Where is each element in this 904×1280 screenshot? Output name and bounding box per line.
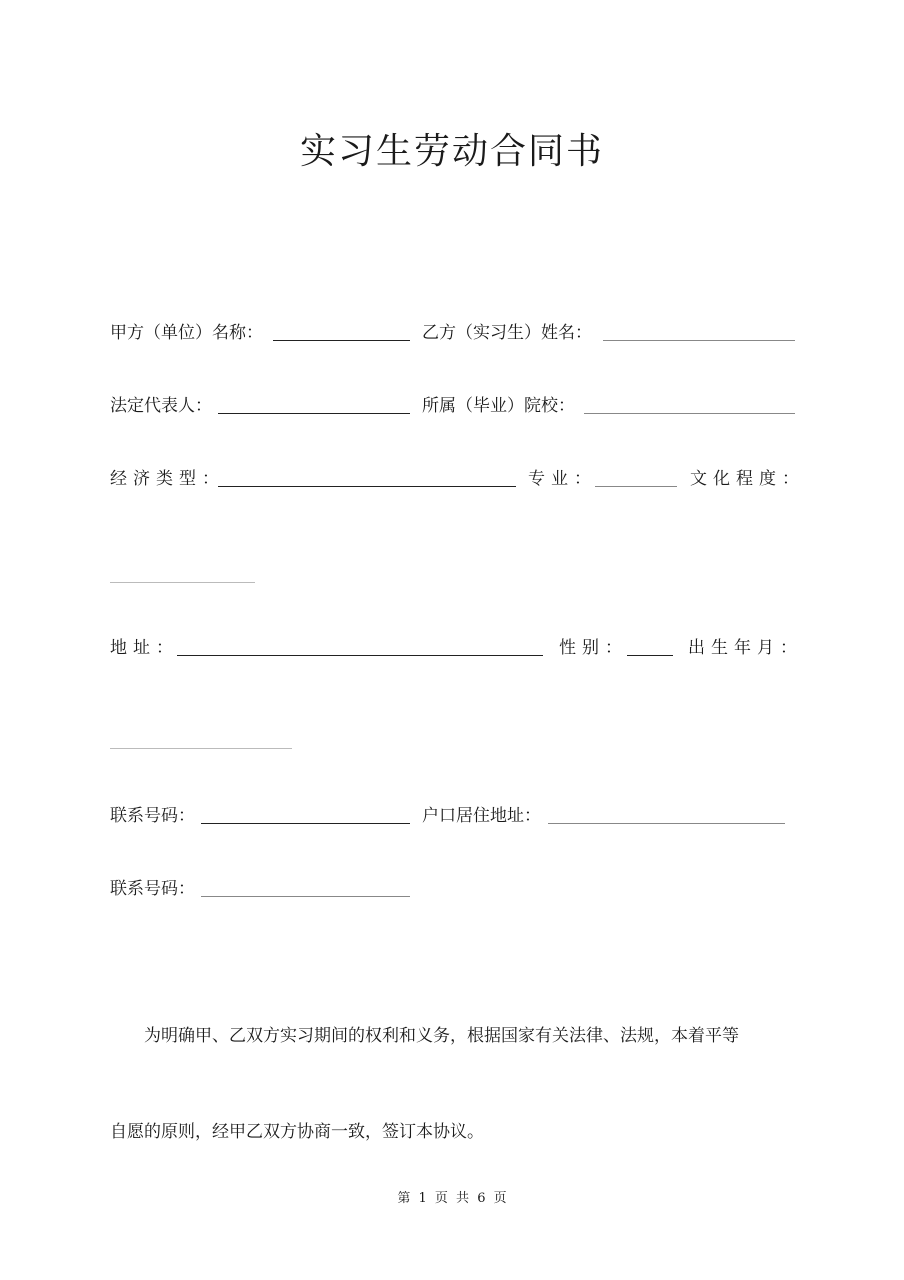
phone-1-label: 联系号码： bbox=[110, 806, 195, 826]
birth-label: 出生年月： bbox=[688, 638, 803, 658]
document-title: 实习生劳动合同书 bbox=[299, 131, 604, 172]
legal-rep-label: 法定代表人： bbox=[110, 396, 212, 416]
body-line-2: 自愿的原则，经甲乙双方协商一致，签订本协议。 bbox=[110, 1122, 484, 1142]
row-phone-hukou bbox=[110, 802, 800, 830]
gender-label: 性别： bbox=[559, 638, 628, 658]
row-address-gender-birth bbox=[110, 634, 803, 662]
econ-type-label: 经济类型： bbox=[110, 469, 225, 489]
phone-1-blank bbox=[201, 823, 410, 824]
education-blank bbox=[110, 582, 255, 583]
hukou-address-label: 户口居住地址： bbox=[422, 806, 541, 826]
row-phone-2 bbox=[110, 875, 430, 903]
row-birth-blank bbox=[110, 727, 310, 755]
legal-rep-blank bbox=[218, 413, 410, 414]
page-number: 第 1 页 共 6 页 bbox=[397, 1191, 507, 1206]
gender-blank bbox=[627, 655, 673, 656]
row-education-blank bbox=[110, 561, 310, 589]
row-rep-school bbox=[110, 392, 800, 420]
education-label: 文化程度： bbox=[690, 469, 805, 489]
row-party-names bbox=[110, 319, 800, 347]
party-a-name-label: 甲方（单位）名称： bbox=[110, 323, 263, 343]
party-b-name-blank bbox=[603, 340, 795, 341]
address-blank bbox=[177, 655, 543, 656]
address-label: 地址： bbox=[110, 638, 179, 658]
row-econ-major-edu bbox=[110, 465, 805, 493]
phone-2-blank bbox=[201, 896, 410, 897]
birth-blank bbox=[110, 748, 292, 749]
phone-2-label: 联系号码： bbox=[110, 879, 195, 899]
party-a-name-blank bbox=[273, 340, 410, 341]
major-blank bbox=[595, 486, 677, 487]
econ-type-blank bbox=[218, 486, 516, 487]
body-line-1: 为明确甲、乙双方实习期间的权利和义务，根据国家有关法律、法规，本着平等 bbox=[144, 1026, 739, 1046]
party-b-name-label: 乙方（实习生）姓名： bbox=[422, 323, 592, 343]
school-blank bbox=[584, 413, 795, 414]
school-label: 所属（毕业）院校： bbox=[422, 396, 575, 416]
hukou-address-blank bbox=[548, 823, 785, 824]
major-label: 专业： bbox=[528, 469, 597, 489]
